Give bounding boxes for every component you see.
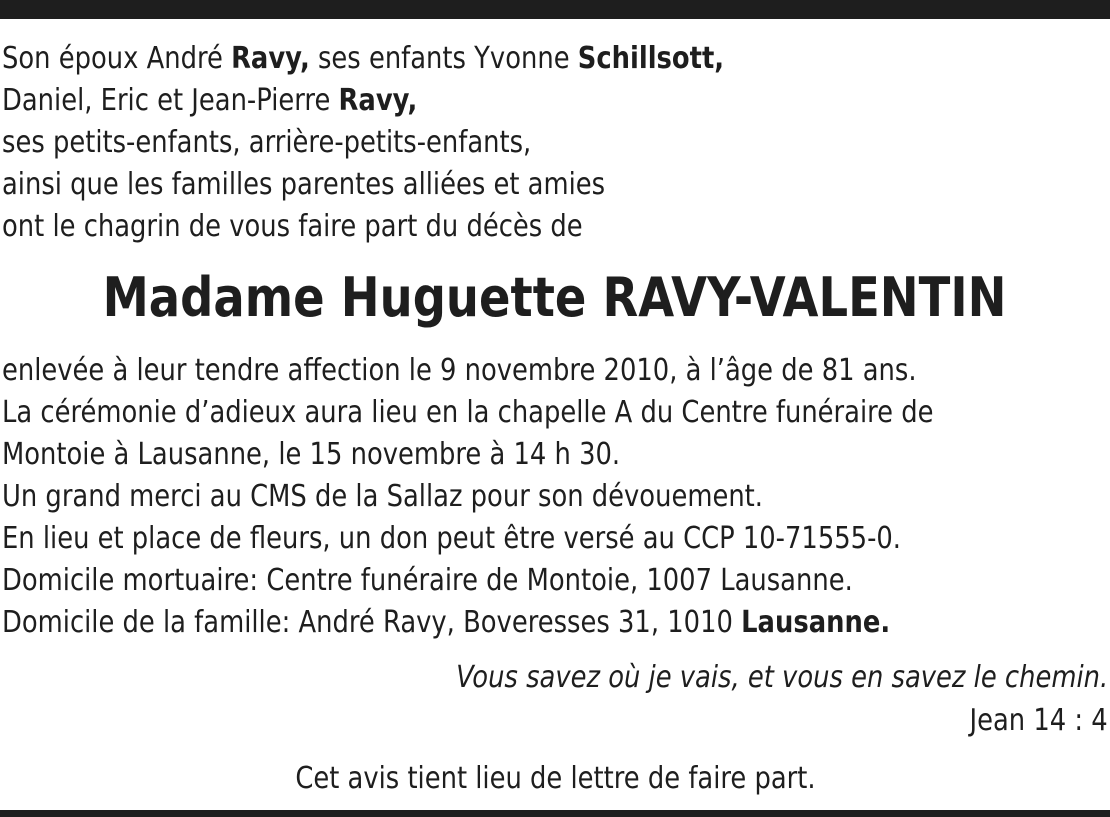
footer-note-text: Cet avis tient lieu de lettre de faire part. [294, 761, 816, 796]
body-line: La cérémonie d’adieux aura lieu en la chapelle A du Centre funéraire de [2, 395, 934, 430]
family-name: Ravy, [338, 83, 418, 118]
city-name: Lausanne. [741, 605, 891, 640]
intro-line [2, 80, 724, 122]
body-line: En lieu et place de fleurs, un don peut être versé au CCP 10-71555-0. [2, 521, 901, 556]
bottom-rule [0, 810, 1110, 817]
intro-line [2, 38, 724, 80]
intro-line: ses petits-enfants, arrière-petits-enfants, [2, 125, 532, 160]
top-rule [0, 0, 1110, 19]
body-line: Montoie à Lausanne, le 15 novembre à 14 h 30. [2, 437, 621, 472]
intro-line: ont le chagrin de vous faire part du décès de [2, 209, 583, 244]
deceased-name-heading [0, 266, 1110, 330]
intro-text: Daniel, Eric et Jean-Pierre [2, 83, 339, 118]
family-name: Ravy, [231, 41, 310, 76]
body-line: enlevée à leur tendre affection le 9 novembre 2010, à l’âge de 81 ans. [2, 353, 917, 388]
scripture-reference: Jean 14 : 4 [969, 703, 1108, 738]
intro-text: Son époux André [2, 41, 232, 76]
body-line: Domicile mortuaire: Centre funéraire de Montoie, 1007 Lausanne. [2, 563, 853, 598]
intro-text: ses enfants Yvonne [309, 41, 578, 76]
family-name: Schillsott, [577, 41, 725, 76]
scripture-quote: Vous savez où je vais, et vous en savez le chemin. [455, 660, 1108, 695]
intro-paragraph [2, 38, 724, 248]
footer-note [0, 758, 1110, 800]
body-text: Domicile de la famille: André Ravy, Boveresses 31, 1010 [2, 605, 742, 640]
body-line: Un grand merci au CMS de la Sallaz pour son dévouement. [2, 479, 763, 514]
announcement-body [2, 350, 934, 644]
intro-line: ainsi que les familles parentes alliées et amies [2, 167, 606, 202]
body-line [2, 602, 934, 644]
deceased-name: Madame Huguette RAVY-VALENTIN [103, 266, 1007, 329]
